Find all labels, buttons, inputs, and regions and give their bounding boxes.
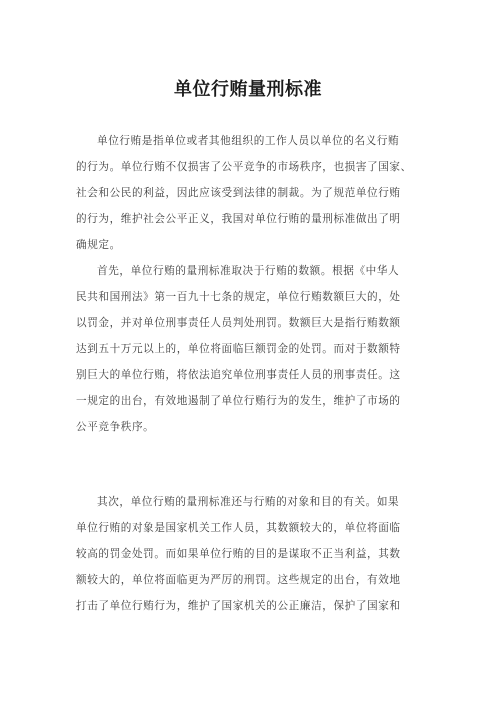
paragraph-line: 额较大的，单位将面临更为严厉的刑罚。这些规定的出台，有效地 [76,574,401,586]
paragraph-line: 一规定的出台，有效地遏制了单位行贿行为的发生，维护了市场的 [76,395,401,407]
paragraph-line: 较高的罚金处罚。而如果单位行贿的目的是谋取不正当利益，其数 [76,548,401,560]
paragraph-line: 的行为。单位行贿不仅损害了公平竞争的市场秩序，也损害了国家、 [76,161,412,173]
paragraph-line: 单位行贿的对象是国家机关工作人员，其数额较大的，单位将面临 [76,522,401,534]
paragraph-amount [76,258,436,440]
paragraph-line: 的行为，维护社会公平正义，我国对单位行贿的量刑标准做出了明 [76,213,401,225]
paragraph-line: 以罚金，并对单位刑事责任人员判处刑罚。数额巨大是指行贿数额 [76,317,401,329]
paragraph-line: 确规定。 [76,239,121,251]
paragraph-line: 公平竞争秩序。 [76,421,155,433]
paragraph-intro [76,128,436,258]
paragraph-line: 打击了单位行贿行为，维护了国家机关的公正廉洁，保护了国家和 [76,600,401,612]
document-title: 单位行贿量刑标准 [174,79,322,100]
paragraph-line: 其次，单位行贿的量刑标准还与行贿的对象和目的有关。如果 [97,496,400,508]
paragraph-target-purpose [76,489,436,619]
paragraph-line: 社会和公民的利益，因此应该受到法律的制裁。为了规范单位行贿 [76,187,401,199]
paragraph-line: 民共和国刑法》第一百九十七条的规定，单位行贿数额巨大的，处 [76,291,401,303]
paragraph-line: 首先，单位行贿的量刑标准取决于行贿的数额。根据《中华人 [97,265,400,277]
paragraph-line: 单位行贿是指单位或者其他组织的工作人员以单位的名义行贿 [97,135,400,147]
paragraph-line: 别巨大的单位行贿，将依法追究单位刑事责任人员的刑事责任。这 [76,369,401,381]
paragraph-line: 达到五十万元以上的，单位将面临巨额罚金的处罚。而对于数额特 [76,343,401,355]
